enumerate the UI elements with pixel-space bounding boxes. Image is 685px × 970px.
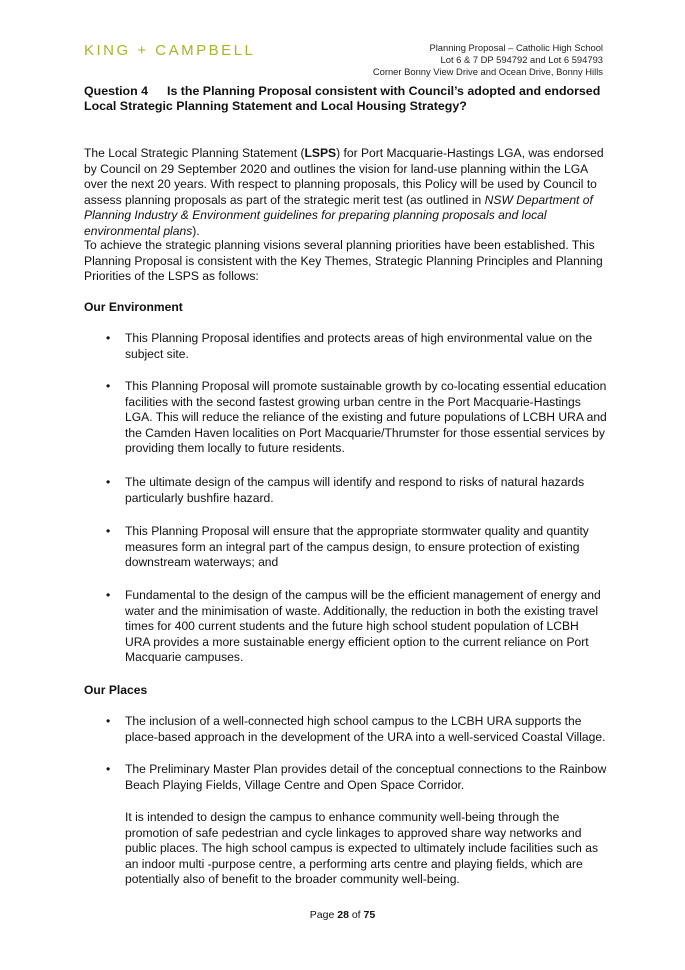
bullet-icon: • [106, 714, 111, 728]
page-label: Page [309, 909, 335, 921]
of-label: of [351, 909, 361, 921]
page-number: 28 [337, 909, 349, 921]
list-item-text: This Planning Proposal identifies and protects areas of high environmental value on the subject site. [125, 331, 593, 361]
question-number: Question 4 [84, 84, 149, 98]
list-item-text: This Planning Proposal will promote sustainable growth by co-locating essential education facilities with the second fastest growing urban centre in the Port Macquarie-Hastings LGA. This will reduce the reliance of the existing and future populations of LCBH URA and the Camden Haven localities on Port Macquarie/Thrumster for those essential services by providing them locally to future residents. [125, 379, 607, 456]
bullet-icon: • [106, 588, 111, 602]
intro-text-c: ). [192, 223, 200, 238]
header-address: Corner Bonny View Drive and Ocean Drive, Bonny Hills [372, 66, 603, 77]
bullet-icon: • [106, 379, 111, 393]
page-footer [0, 909, 685, 921]
list-item-text: This Planning Proposal will ensure that the appropriate stormwater quality and quantity measures form an integral part of the campus design, to ensure protection of existing downstream waterways; and [125, 524, 589, 570]
header-title: Planning Proposal – Catholic High School [429, 42, 603, 53]
company-logo: KING + CAMPBELL [84, 42, 256, 59]
list-item-text: The inclusion of a well-connected high school campus to the LCBH URA supports the place-based approach in the development of the URA into a well-serviced Coastal Village. [125, 714, 606, 744]
question-heading [84, 84, 604, 114]
places-sub-paragraph: It is intended to design the campus to enhance community well-being through the promotion of safe pedestrian and cycle linkages to approved share way networks and public places. The high school campus is expected to ultimately include facilities such as an indoor multi -purpose centre, a performing arts centre and playing fields, which are potentially also of benefit to the broader community well-being. [125, 810, 599, 887]
bullet-icon: • [106, 524, 111, 538]
environment-heading: Our Environment [84, 300, 183, 314]
bullet-icon: • [106, 475, 111, 489]
list-item-text: The Preliminary Master Plan provides detail of the conceptual connections to the Rainbow Beach Playing Fields, Village Centre and Open Space Corridor. [125, 762, 607, 792]
bullet-icon: • [106, 331, 111, 345]
bullet-icon: • [106, 762, 111, 776]
total-pages: 75 [363, 909, 376, 921]
intro-paragraph-2: To achieve the strategic planning visions several planning priorities have been established. This Planning Proposal is consistent with the Key Themes, Strategic Planning Principles and Planning Priorities of the LSPS as follows: [84, 238, 603, 284]
intro-text-bold: LSPS [304, 146, 337, 160]
list-item-text: The ultimate design of the campus will identify and respond to risks of natural hazards particularly bushfire hazard. [125, 475, 585, 505]
question-text: Is the Planning Proposal consistent with Council’s adopted and endorsed Local Strategic Planning Statement and Local Housing Strategy? [84, 84, 601, 113]
intro-text-italic: NSW Department of Planning Industry & Environment guidelines for preparing planning proposals and local environmental plans [84, 192, 593, 238]
intro-text-a: The Local Strategic Planning Statement ( [84, 146, 305, 160]
intro-text-b: ) for Port Macquarie-Hastings LGA, was endorsed by Council on 29 September 2020 and outlines the vision for land-use planning within the LGA over the next 20 years. With respect to planning proposals, this Policy will be used by Council to assess planning proposals as part of the strategic merit test (as outlined in [84, 146, 604, 207]
document-header [373, 42, 603, 78]
header-lot: Lot 6 & 7 DP 594792 and Lot 6 594793 [440, 54, 603, 65]
intro-paragraph-1 [84, 146, 604, 240]
list-item-text: Fundamental to the design of the campus will be the efficient management of energy and water and the minimisation of waste. Additionally, the reduction in both the existing travel times for 400 current students and the future high school student population of LCBH URA provides a more sustainable energy efficient option to the current reliance on Port Macquarie campuses. [125, 588, 601, 665]
places-heading: Our Places [84, 683, 148, 697]
